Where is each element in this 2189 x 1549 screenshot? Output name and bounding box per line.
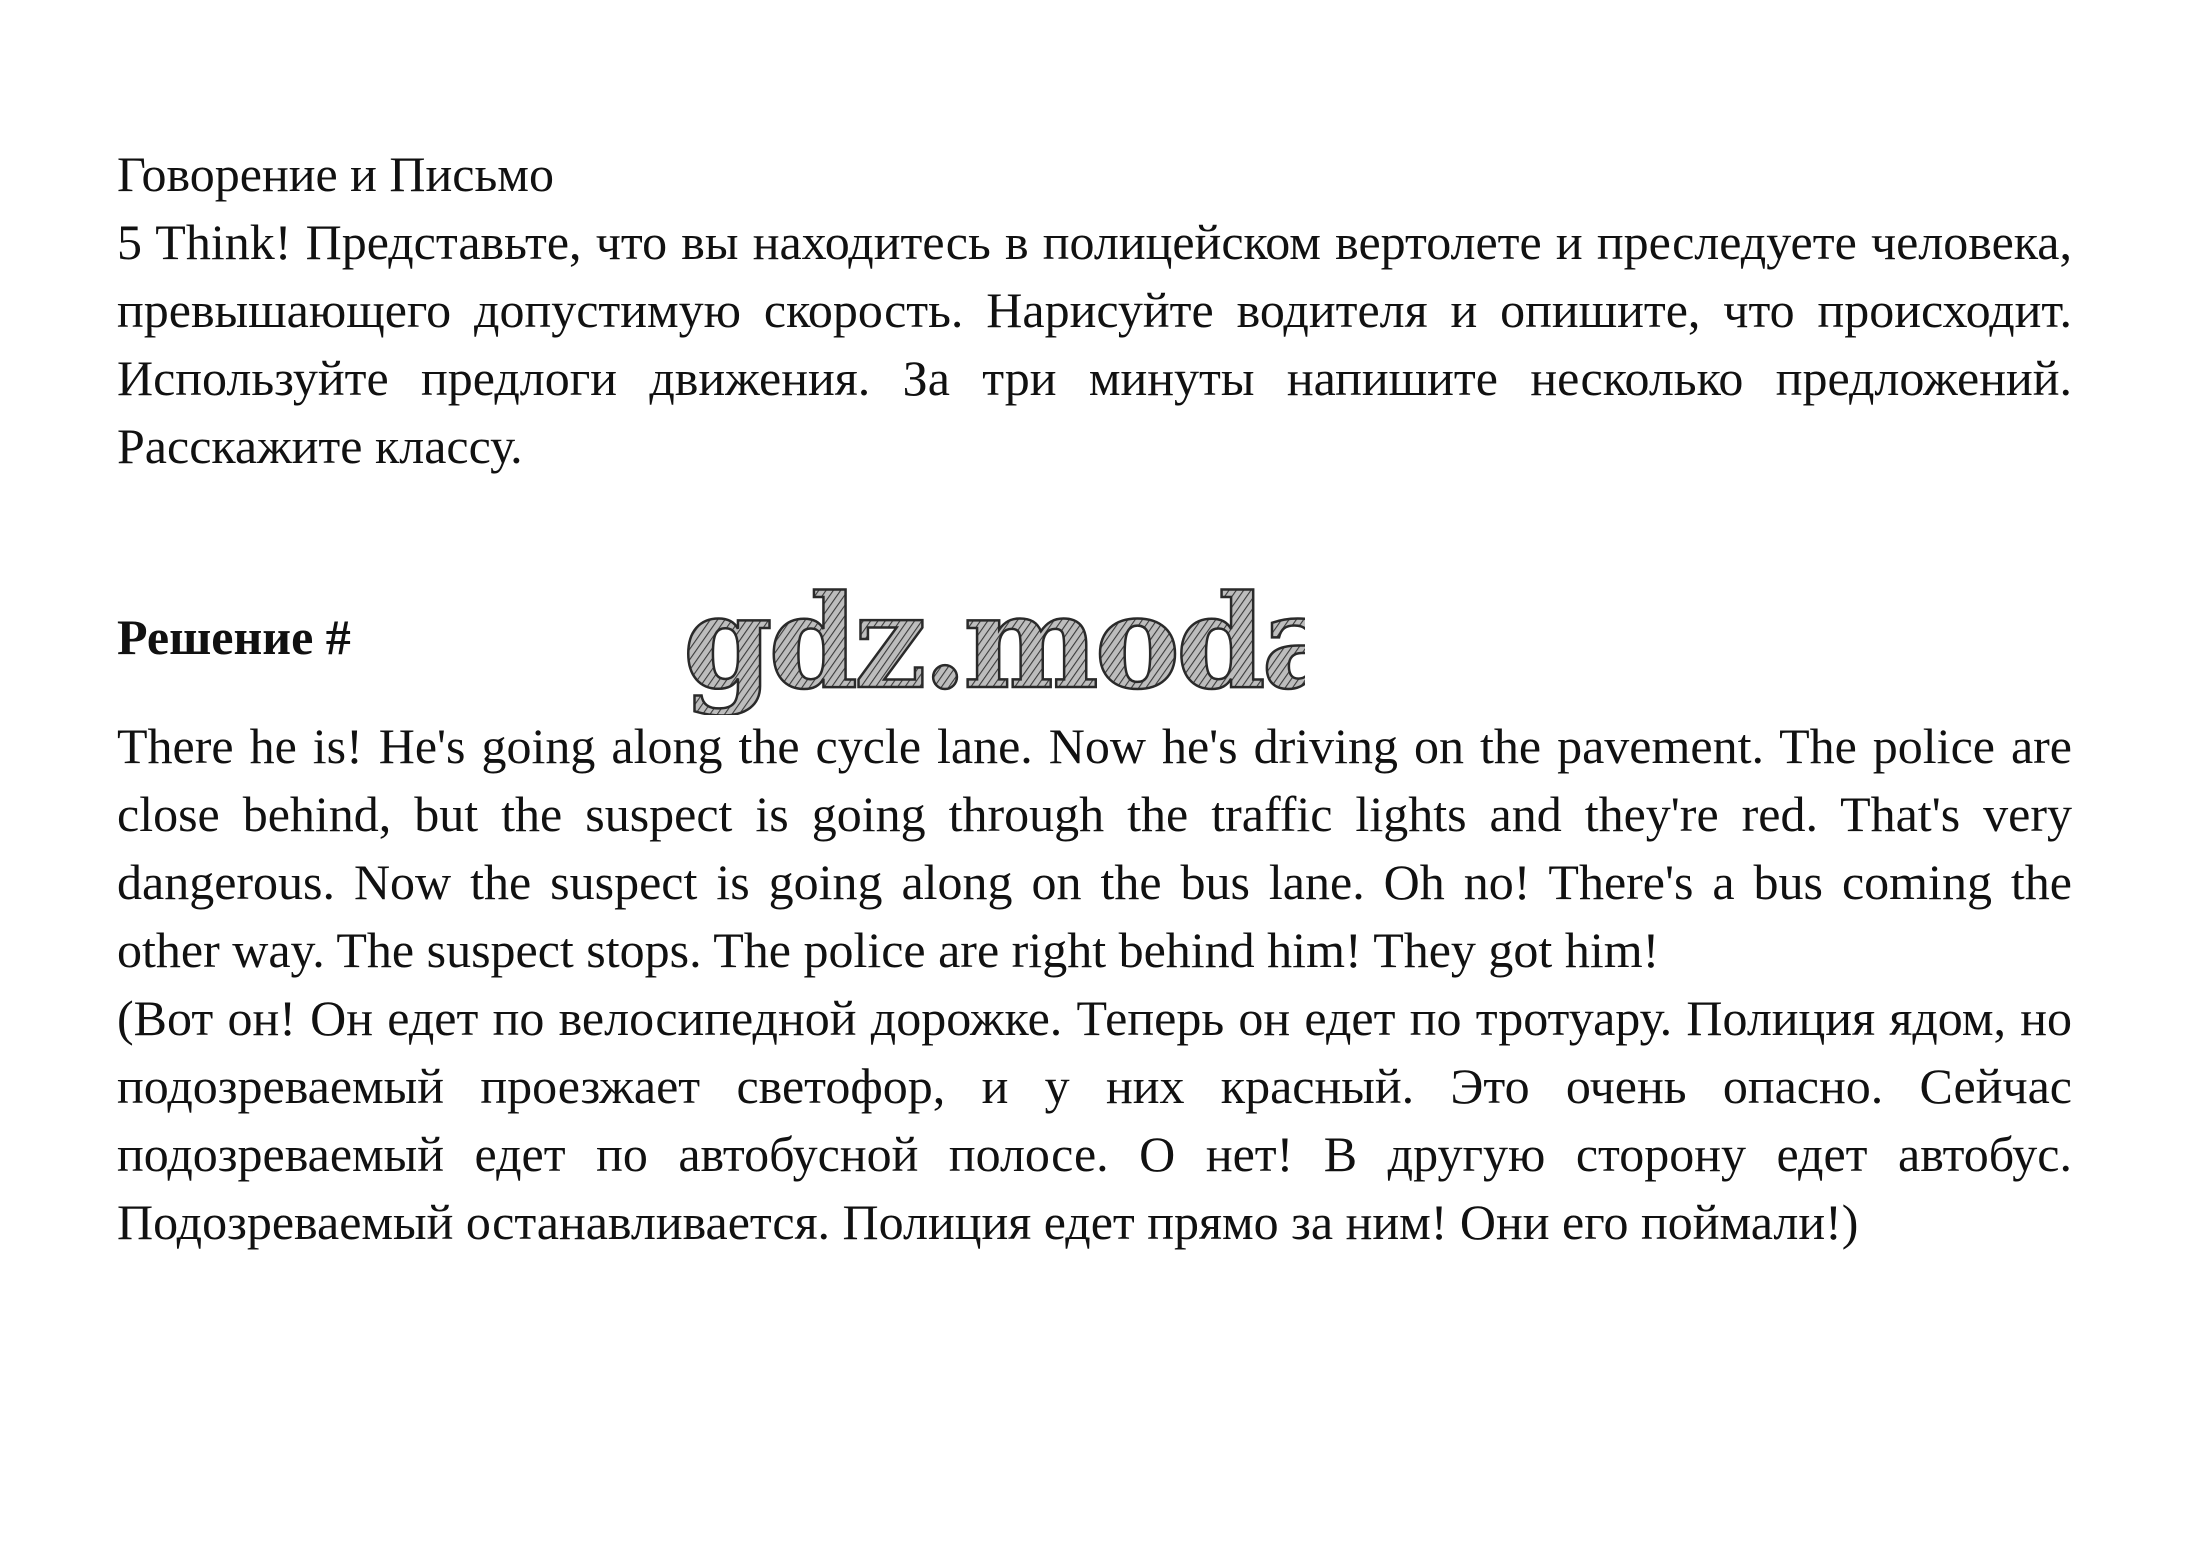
task-text: 5 Think! Представьте, что вы находитесь в полицейском вертолете и преследуете человека, превышающего допустимую скорость. Нарисуйте водителя и опишите, что происходит. Используйте предлоги движения. За три минуты напишите несколько предложений. Расскажите классу. [117,214,2072,474]
solution-heading: Решение # [117,609,351,665]
watermark-text: gdz.moda [683,575,1305,715]
answer-english: There he is! He's going along the cycle lane. Now he's driving on the pavement. The police are close behind, but the suspect is going through the traffic lights and they're red. That's very dangerous. Now the suspect is going along on the bus lane. Oh no! There's a bus coming the other way. The suspect stops. The police are right behind him! They got him! [117,718,2072,978]
solution-block [117,712,2072,1256]
task-block [117,140,2072,480]
watermark-logo [675,575,1305,715]
answer-russian: (Вот он! Он едет по велосипедной дорожке. Теперь он едет по тротуару. Полиция ядом, но подозреваемый проезжает светофор, и у них красный. Это очень опасно. Сейчас подозреваемый едет по автобусной полосе. О нет! В другую сторону едет автобус. Подозреваемый останавливается. Полиция едет прямо за ним! Они его поймали!) [117,990,2072,1250]
section-title: Говорение и Письмо [117,146,554,202]
